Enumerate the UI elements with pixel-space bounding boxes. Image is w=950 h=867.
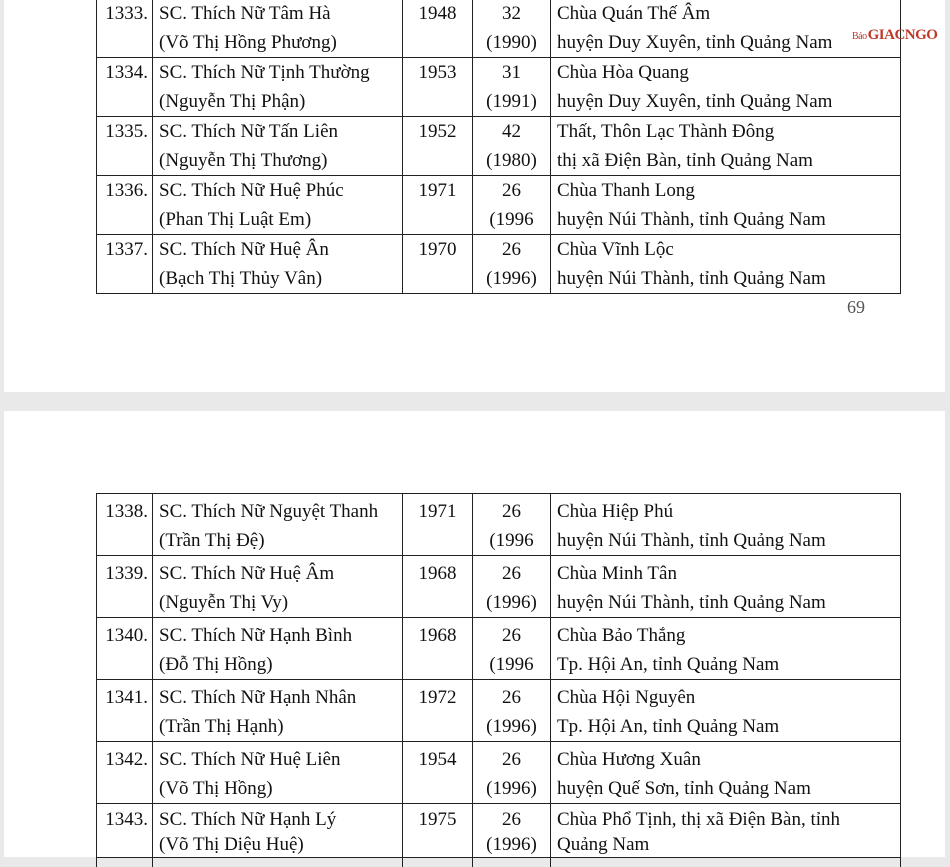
temple-cell — [551, 117, 901, 176]
row-number: 1343. — [97, 807, 148, 832]
row-number: 1341. — [97, 683, 148, 712]
ordination-cell — [473, 680, 551, 742]
ordination-year: (1990) — [473, 28, 550, 57]
birth-year-cell — [403, 618, 473, 680]
temple-location: huyện Núi Thành, tỉnh Quảng Nam — [557, 264, 900, 293]
dharma-name: SC. Thích Nữ Huệ Liên — [159, 745, 402, 774]
temple-name: Chùa Hiệp Phú — [557, 497, 900, 526]
name-cell — [153, 235, 403, 294]
ordination-year: (1991) — [473, 87, 550, 116]
table-row — [97, 58, 901, 117]
row-number-cell — [97, 804, 153, 858]
temple-location: thị xã Điện Bàn, tỉnh Quảng Nam — [557, 146, 900, 175]
ordination-cell — [473, 0, 551, 58]
ordination-age: 26 — [473, 621, 550, 650]
dharma-name: SC. Thích Nữ Huệ Phúc — [159, 176, 402, 205]
temple-name: Thất, Thôn Lạc Thành Đông — [557, 117, 900, 146]
row-number-cell — [97, 58, 153, 117]
row-number: 1333. — [97, 0, 148, 28]
temple-location: Quảng Nam — [557, 832, 900, 857]
dharma-name: SC. Thích Nữ Nguyệt Thanh — [159, 497, 402, 526]
birth-year-cell — [403, 176, 473, 235]
row-number: 1337. — [97, 235, 148, 264]
table-row-cut-off — [97, 858, 901, 867]
ordination-year: (1996 — [473, 205, 550, 234]
temple-cell — [551, 176, 901, 235]
birth-year: 1970 — [403, 235, 472, 264]
name-cell — [153, 742, 403, 804]
name-cell — [153, 556, 403, 618]
lay-name: (Võ Thị Diệu Huệ) — [159, 832, 402, 857]
row-number: 1338. — [97, 497, 148, 526]
ordination-year: (1996) — [473, 832, 550, 857]
temple-location: Tp. Hội An, tỉnh Quảng Nam — [557, 712, 900, 741]
document-page-70 — [4, 411, 945, 857]
ordination-cell — [473, 556, 551, 618]
ordination-cell — [473, 742, 551, 804]
temple-cell — [551, 680, 901, 742]
birth-year: 1971 — [403, 176, 472, 205]
row-number-cell — [97, 0, 153, 58]
temple-name: Chùa Vĩnh Lộc — [557, 235, 900, 264]
birth-year-cell — [403, 117, 473, 176]
document-page-69 — [4, 0, 945, 392]
birth-year-cell — [403, 494, 473, 556]
table-row — [97, 680, 901, 742]
temple-location: huyện Núi Thành, tỉnh Quảng Nam — [557, 526, 900, 555]
temple-name: Chùa Bảo Thắng — [557, 621, 900, 650]
ordination-age: 31 — [473, 58, 550, 87]
temple-cell — [551, 494, 901, 556]
ordination-cell — [473, 117, 551, 176]
ordination-year: (1996) — [473, 712, 550, 741]
lay-name: (Võ Thị Hồng Phương) — [159, 28, 402, 57]
cut-off-cell — [153, 858, 403, 867]
ordination-age: 42 — [473, 117, 550, 146]
temple-name: Chùa Thanh Long — [557, 176, 900, 205]
page-number: 69 — [847, 297, 865, 318]
table-row — [97, 235, 901, 294]
birth-year: 1975 — [403, 807, 472, 832]
name-cell — [153, 680, 403, 742]
row-number: 1336. — [97, 176, 148, 205]
table-row — [97, 117, 901, 176]
row-number-cell — [97, 117, 153, 176]
row-number-cell — [97, 235, 153, 294]
row-number: 1335. — [97, 117, 148, 146]
row-number: 1339. — [97, 559, 148, 588]
birth-year: 1953 — [403, 58, 472, 87]
temple-name: Chùa Hòa Quang — [557, 58, 900, 87]
ordination-year: (1996) — [473, 588, 550, 617]
row-number: 1340. — [97, 621, 148, 650]
temple-location: huyện Núi Thành, tỉnh Quảng Nam — [557, 205, 900, 234]
lay-name: (Nguyễn Thị Thương) — [159, 146, 402, 175]
ordination-year: (1996) — [473, 774, 550, 803]
temple-cell — [551, 556, 901, 618]
lay-name: (Đỗ Thị Hồng) — [159, 650, 402, 679]
lay-name: (Phan Thị Luật Em) — [159, 205, 402, 234]
row-number-cell — [97, 176, 153, 235]
cut-off-cell — [97, 858, 153, 867]
lay-name: (Trần Thị Đệ) — [159, 526, 402, 555]
dharma-name: SC. Thích Nữ Hạnh Nhân — [159, 683, 402, 712]
lay-name: (Trần Thị Hạnh) — [159, 712, 402, 741]
ordination-age: 26 — [473, 683, 550, 712]
ordination-age: 26 — [473, 807, 550, 832]
birth-year: 1968 — [403, 559, 472, 588]
birth-year-cell — [403, 58, 473, 117]
birth-year-cell — [403, 0, 473, 58]
name-cell — [153, 58, 403, 117]
temple-name: Chùa Hương Xuân — [557, 745, 900, 774]
birth-year: 1948 — [403, 0, 472, 28]
temple-location: Tp. Hội An, tỉnh Quảng Nam — [557, 650, 900, 679]
birth-year-cell — [403, 680, 473, 742]
birth-year-cell — [403, 742, 473, 804]
row-number-cell — [97, 556, 153, 618]
ordination-age: 26 — [473, 497, 550, 526]
row-number-cell — [97, 680, 153, 742]
temple-name: Chùa Phổ Tịnh, thị xã Điện Bàn, tỉnh — [557, 807, 900, 832]
ordination-age: 26 — [473, 559, 550, 588]
ordination-cell — [473, 618, 551, 680]
ordination-year: (1980) — [473, 146, 550, 175]
birth-year: 1954 — [403, 745, 472, 774]
dharma-name: SC. Thích Nữ Tấn Liên — [159, 117, 402, 146]
temple-name: Chùa Minh Tân — [557, 559, 900, 588]
lay-name: (Nguyễn Thị Vy) — [159, 588, 402, 617]
temple-cell — [551, 235, 901, 294]
row-number-cell — [97, 618, 153, 680]
lay-name: (Bạch Thị Thủy Vân) — [159, 264, 402, 293]
temple-location: huyện Duy Xuyên, tỉnh Quảng Nam — [557, 28, 900, 57]
lay-name: (Nguyễn Thị Phận) — [159, 87, 402, 116]
row-number-cell — [97, 742, 153, 804]
ordination-age: 26 — [473, 176, 550, 205]
birth-year: 1952 — [403, 117, 472, 146]
birth-year-cell — [403, 804, 473, 858]
table-row — [97, 618, 901, 680]
temple-name: Chùa Quán Thế Âm — [557, 0, 900, 28]
ordination-year: (1996) — [473, 264, 550, 293]
birth-year: 1971 — [403, 497, 472, 526]
temple-cell — [551, 742, 901, 804]
temple-cell — [551, 804, 901, 858]
cut-off-cell — [473, 858, 551, 867]
ordination-cell — [473, 235, 551, 294]
ordination-cell — [473, 176, 551, 235]
dharma-name: SC. Thích Nữ Hạnh Lý — [159, 807, 402, 832]
row-number: 1342. — [97, 745, 148, 774]
temple-location: huyện Quế Sơn, tỉnh Quảng Nam — [557, 774, 900, 803]
ordination-year: (1996 — [473, 526, 550, 555]
temple-cell — [551, 618, 901, 680]
temple-cell — [551, 0, 901, 58]
name-cell — [153, 176, 403, 235]
birth-year: 1972 — [403, 683, 472, 712]
row-number: 1334. — [97, 58, 148, 87]
row-number-cell — [97, 494, 153, 556]
ordination-age: 26 — [473, 745, 550, 774]
cut-off-cell — [551, 858, 901, 867]
temple-cell — [551, 58, 901, 117]
temple-location: huyện Núi Thành, tỉnh Quảng Nam — [557, 588, 900, 617]
nun-list-table-page-69 — [96, 0, 901, 294]
temple-location: huyện Duy Xuyên, tỉnh Quảng Nam — [557, 87, 900, 116]
ordination-cell — [473, 58, 551, 117]
ordination-year: (1996 — [473, 650, 550, 679]
table-row — [97, 494, 901, 556]
birth-year: 1968 — [403, 621, 472, 650]
temple-name: Chùa Hội Nguyên — [557, 683, 900, 712]
table-row — [97, 742, 901, 804]
dharma-name: SC. Thích Nữ Huệ Ân — [159, 235, 402, 264]
name-cell — [153, 618, 403, 680]
dharma-name: SC. Thích Nữ Tâm Hà — [159, 0, 402, 28]
name-cell — [153, 117, 403, 176]
dharma-name: SC. Thích Nữ Huệ Âm — [159, 559, 402, 588]
name-cell — [153, 494, 403, 556]
table-row — [97, 176, 901, 235]
table-row — [97, 0, 901, 58]
dharma-name: SC. Thích Nữ Tịnh Thường — [159, 58, 402, 87]
lay-name: (Võ Thị Hồng) — [159, 774, 402, 803]
table-row — [97, 556, 901, 618]
watermark-logo: BáoGIACNGO — [852, 27, 937, 44]
nun-list-table-page-70 — [96, 493, 901, 867]
ordination-cell — [473, 494, 551, 556]
ordination-cell — [473, 804, 551, 858]
dharma-name: SC. Thích Nữ Hạnh Bình — [159, 621, 402, 650]
ordination-age: 26 — [473, 235, 550, 264]
name-cell — [153, 0, 403, 58]
ordination-age: 32 — [473, 0, 550, 28]
table-row — [97, 804, 901, 858]
birth-year-cell — [403, 235, 473, 294]
birth-year-cell — [403, 556, 473, 618]
cut-off-cell — [403, 858, 473, 867]
name-cell — [153, 804, 403, 858]
